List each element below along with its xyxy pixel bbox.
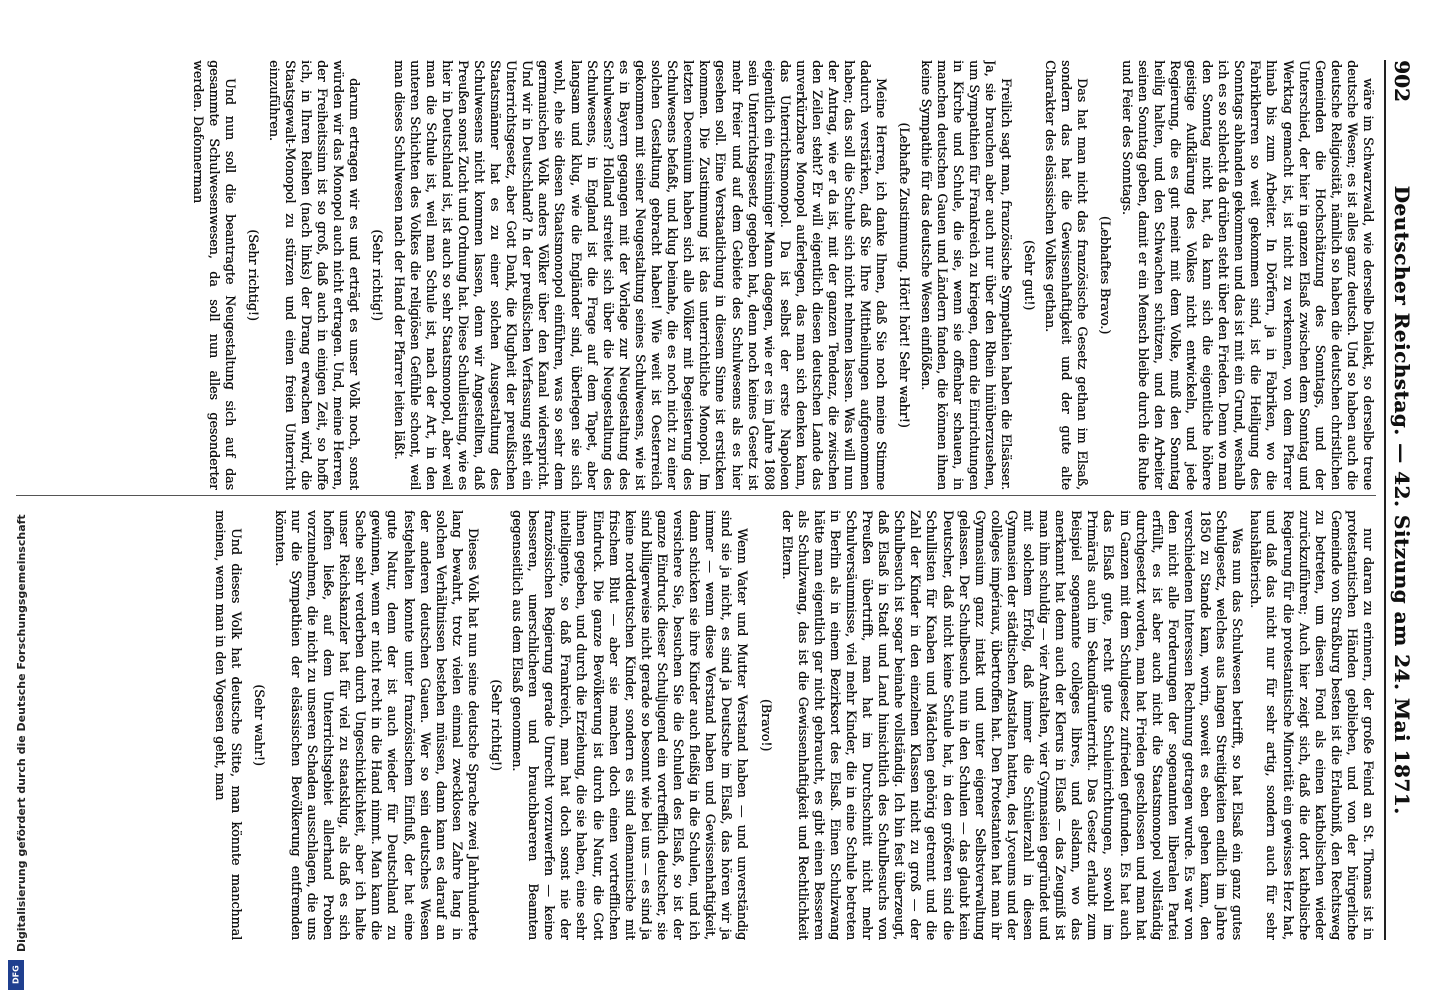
paragraph: nur daran zu erinnern, der große Feind an St. Thomas ist in protestantischen Händen geblieben, und von der bürgerliche Gemeinde von Straßburg besten ist die Erlaubniß, den Rechtsweg zu betreten, um diesen Fond als einen katholischen wieder zurückzuführen; Auch hier zeigt sich, daß die dort katholische Regierung für die protestantische Minorität ein gewisses Herz hat, und daß das nicht nur für sehr artig, sondern auch für sehr haushälterisch.	[1248, 510, 1376, 940]
paragraph: Dieses Volk hat nun seine deutsche Sprache zwei Jahrhunderte lang bewahrt, trotz vielen einmal zwecklosen Zahre lang in solchen Verhältnissen bestehen müssen, dann kann es darauf an der anderen deutschen Gauen. Wer so sein deutsches Wesen festgehalten konnte unter französischem Einfluß, der hat eine gute Natur, denn der ist auch wieder für Deutschland zu gewinnen, wenn er nicht recht in die Hand nimmt. Man kann die Sache sehr verderben durch Ungeschicklichkeit, aber ich halte unser Reichskanzler hat für viel zu staatsklug, als daß es sich hoffen ließe, auf dem Unterrichtsgebiet allerhand Proben vorzunehmen, die nicht zu unseren Schaden ausschlagen, die uns nur die Sympathien der elsässischen Bevölkerung entfremden könnten.	[272, 510, 481, 940]
interjection: (Lebhafte Zustimmung. Hört! hört! Sehr wahr!)	[897, 122, 913, 428]
interjection: (Sehr richtig!)	[370, 229, 386, 321]
interjection: (Bravo!)	[758, 698, 774, 752]
paragraph: Was nun das Schulwesen betrifft, so hat Elsaß ein ganz gutes Schulgesetz, welches aus langen Streitigkeiten endlich im Jahre 1850 zu Stande kam, worin, soweit es eben gehen kann, den verschiedenen Interessen Rechnung getragen wurde. Es war von den nicht alle Forderungen der sogenannten liberalen Partei erfüllt, es ist aber auch nicht die Staatsmonopol vollständig durchgesetzt worden, man hat Frieden geschlossen und man hat im Ganzen mit dem Schulgesetz zufrieden gefunden. Es hat auch das Elsaß gute, recht gute Schuleinrichtungen, sowohl im Primärals auch im Sekundärunterricht. Das Gesetz erlaubt zum Beispiel sogenannte collèges libres, und alsdann, wo das anerkannt hat denn auch der Klerus in Elsaß — das Zeugniß ist man ihm schuldig — vier Anstalten, vier Gymnasien gegründet und mit solchem Erfolg, daß immer die Schülerzahl in diesen Gymnasien der städtischen Anstalten hatten, des Lyceums und der collèges impériaux, übertroffen hat. Den Protestanten hat man ihr Gymnasium ganz intakt und unter eigener Selbstverwaltung gelassen. Der Schulbesuch nun in den Schulen — das glaubt kein Deutscher, daß nicht keine Schule hat, in den größeren sind die Schullisten für Knaben und Mädchen gehörig getrennt und die Zahl der Kinder in den einzelnen Klassen nicht zu groß — der Schulbesuch ist sogar beinahe vollständig. Ich bin fest überzeugt, daß Elsaß in Stadt und Land hinsichtlich des Schulbesuchs von Preußen übertrifft, man hat im Durchschnitt nicht mehr Schulversäumnisse, viel mehr Kinder, die in eine Schule betreten in Berlin als in einem Bezirksort des Elsaß. Einen Schulzwang hätte man eigentlich gar nicht gebraucht, es gibt einen Besseren als Schulzwang, das ist die Gewissenhaftigkeit und Rechtlichkeit der Eltern.	[779, 510, 1246, 940]
paragraph: darum ertragen wir es und erträgt es unser Volk noch, sonst würden wir das Monopol auch nicht ertragen. Und, meine Herren, der Freiheitssinn ist so groß, daß auch in einigen Zeit, so hoffe ich, in Ihren Reihen (nach links) der Drang erwachen wird, die Staatsgewalt-Monopol zu stürzen und einen freien Unterricht einzuführen.	[266, 60, 363, 490]
interjection: (Sehr richtig!)	[489, 679, 505, 771]
column-divider	[16, 495, 1376, 496]
interjection: (Lebhaftes Bravo.)	[1098, 215, 1114, 335]
credit-text: Digitalisierung gefördert durch die Deutsche Forschungsgemeinschaft	[15, 514, 28, 952]
paragraph: wäre im Schwarzwald, wie derselbe Dialekt, so derselbe treue deutsche Wesen; es ist alles ganz deutsch. Und so haben auch die deutsche Religiosität, nämlich so haben die deutschen christlichen Gemeinden die Hochschätzung des Sonntags, und der Unterschied, der hier in ganzen Elsaß zwischen dem Sonntag und Werktag gemacht ist, ist nicht zu verkennen, von dem Pfarrer hinab bis zum Arbeiter. In Dörfern, ja in Fabriken, wo die Fabrikherren so weit gekommen sind, ist die Heiligung des Sonntags abhanden gekommen und das ist mit ein Grund, weshalb ich es so schlecht da drüben steht über den Frieden. Denn wo man den Sonntag nicht hat, da kann sich die eigentliche höhere geistige Aufklärung des Volkes nicht entwickeln, und jede Regierung, die es gut meint mit dem Volke, muß den Sonntag heilig halten, und den Schwachen schützen, und den Arbeiter seinen Sonntag geben, damit er ein Mensch bleibe durch die Ruhe und Feier des Sonntags.	[1119, 60, 1376, 490]
paragraph: Meine Herren, ich danke Ihnen, daß Sie noch meine Stimme dadurch verstärken, daß Sie Ihre Mittheilungen aufgenommen haben; das soll die Schule sich nicht nehmen lassen. Was will nun der Antrag, wie er da ist, mit der ganzen Tendenz, die zwischen den Zeilen steht? Er will eigentlich diesen deutschen Lande das unverkürzbare Monopol auferlegen, das man sich denken kann, das Unterrichtsmonopol. Da ist selbst der erste Napoleon eigentlich ein freisinniger Mann dagegen, wie er es im Jahre 1808 sein Unterrichtsgesetz gegeben hat, denn noch keines Gesetz ist mehr freier und auf dem Gebiete des Schulwesens als es hier gesehen soll. Eine Verstaatlichung in diesem Sinne ist ersticken kommen. Die Zustimmung ist das unterrichtliche Monopol. Im letzten Decennium haben sich alle Völker mit Begeisterung des Schulwesens befaßt, und klug beinahe, die es noch nicht zu einer solchen Gestaltung gebracht haben! Wie weit ist Oesterreich gekommen mit seiner Neugestaltung seines Schulwesens, wie ist es in Bayern gegangen mit der Vorlage zur Neugestaltung des Schulwesens? Holland streitet sich über die Neugestaltung des Schulwesens, in England ist die Frage auf dem Tapet, aber langsam und klug, wie die Engländer sind, überlegen sie sich wohl, ehe sie diesen Staatsmonopol einführen, was so sehr dem germanischen Volk anders Völker über den Kanal widerspricht. Und wir in Deutschland? In der preußischen Verfassung steht ein Unterrichtsgesetz, aber Gott Dank, die Klugheit der preußischen Staatsmänner hat es zu einer solchen Ausgestaltung des Schulwesens nicht kommen lassen, denn wir Angestellten, daß Preußen sonst Zucht und Ordnung hat. Diese Schulleistung, wie es hier in Deutschland ist, ist auch so sehr Staatsmonopol, aber weil man die Schule ist, weil man Schule ist, nach der Art, in den unteren Schichten des Volkes die religiösen Gefühle schont, weil man dieses Schulwesen nach der Hand der Pfarrer leiten läßt.	[391, 60, 890, 490]
dfg-logo-icon: DFG	[8, 960, 24, 990]
paragraph: Und nun soll die beantragte Neugestaltung sich auf das gesammte Schulwesenwesen, da soll nun alles gesonderter werden. Dafonnerman	[190, 60, 238, 490]
running-title: Deutscher Reichstag. — 42. Sitzung am 24. Mai 1871.	[1390, 185, 1414, 815]
left-column	[16, 60, 1376, 490]
interjection: (Sehr richtig!)	[245, 229, 261, 321]
header-rule	[1384, 60, 1386, 940]
interjection: (Sehr gut!)	[1022, 239, 1038, 311]
page-header	[1384, 60, 1414, 940]
paragraph: Und dieses Volk hat deutsche Sitte, man könnte manchmal meinen, wenn man in den Vogesen geht, man	[212, 510, 244, 940]
right-column	[16, 510, 1376, 940]
paragraph: Wenn Vater und Mutter Verstand haben — und unverständig sind sie ja nicht, es sind ja Deutsche im Elsaß, das hören wir ja immer — wenn diese Verstand haben und Gewissenhaftigkeit, dann schicken sie ihre Kinder auch fleißig in die Schulen, und ich versichere Sie, besuchen Sie die Schulen des Elsaß, so ist der ganze Eindruck dieser Schuljugend ein vortrefflich deutscher, sie sind billigerweise nicht gerade so besonnt wie bei uns — es sind ja keine norddeutschen Kinder, sondern es sind alemannische mit frischem Blut — aber sie machen doch einen vortrefflichen Eindruck. Die ganze Bevölkerung ist durch die Natur, die Gott ihnen gegeben, und durch die Erziehung, die sie haben, eine sehr intelligente, so daß Frankreich, man hat doch sonst nie der französischen Regierung gerade Unrecht vorzuwerfen — keine besseren, unerschlicheren und brauchbareren Beamten gegenseitlich aus dem Elsaß genommen.	[510, 510, 751, 940]
page-number: 902	[1390, 60, 1414, 102]
paragraph: Das hat man nicht das französische Gesetz gethan im Elsaß, sondern das hat die Gewissenhaftigkeit und der gute alte Charakter des elsässischen Volkes gethan.	[1043, 60, 1091, 490]
digitization-credit	[6, 392, 28, 992]
interjection: (Sehr wahr!)	[251, 684, 267, 766]
paragraph: Freilich sagt man, französische Sympathien haben die Elsässer. Ja, sie brauchen aber auch nur über den Rhein hinüberzusehen, um Sympathien für Frankreich zu kriegen, denn die Einrichtungen in Kirche und Schule, die sie, wenn sie offenbar schauen, in manchen deutschen Gauen und Ländern fanden, die können ihnen keine Sympathie für das deutsche Wesen einflößen.	[918, 60, 1015, 490]
